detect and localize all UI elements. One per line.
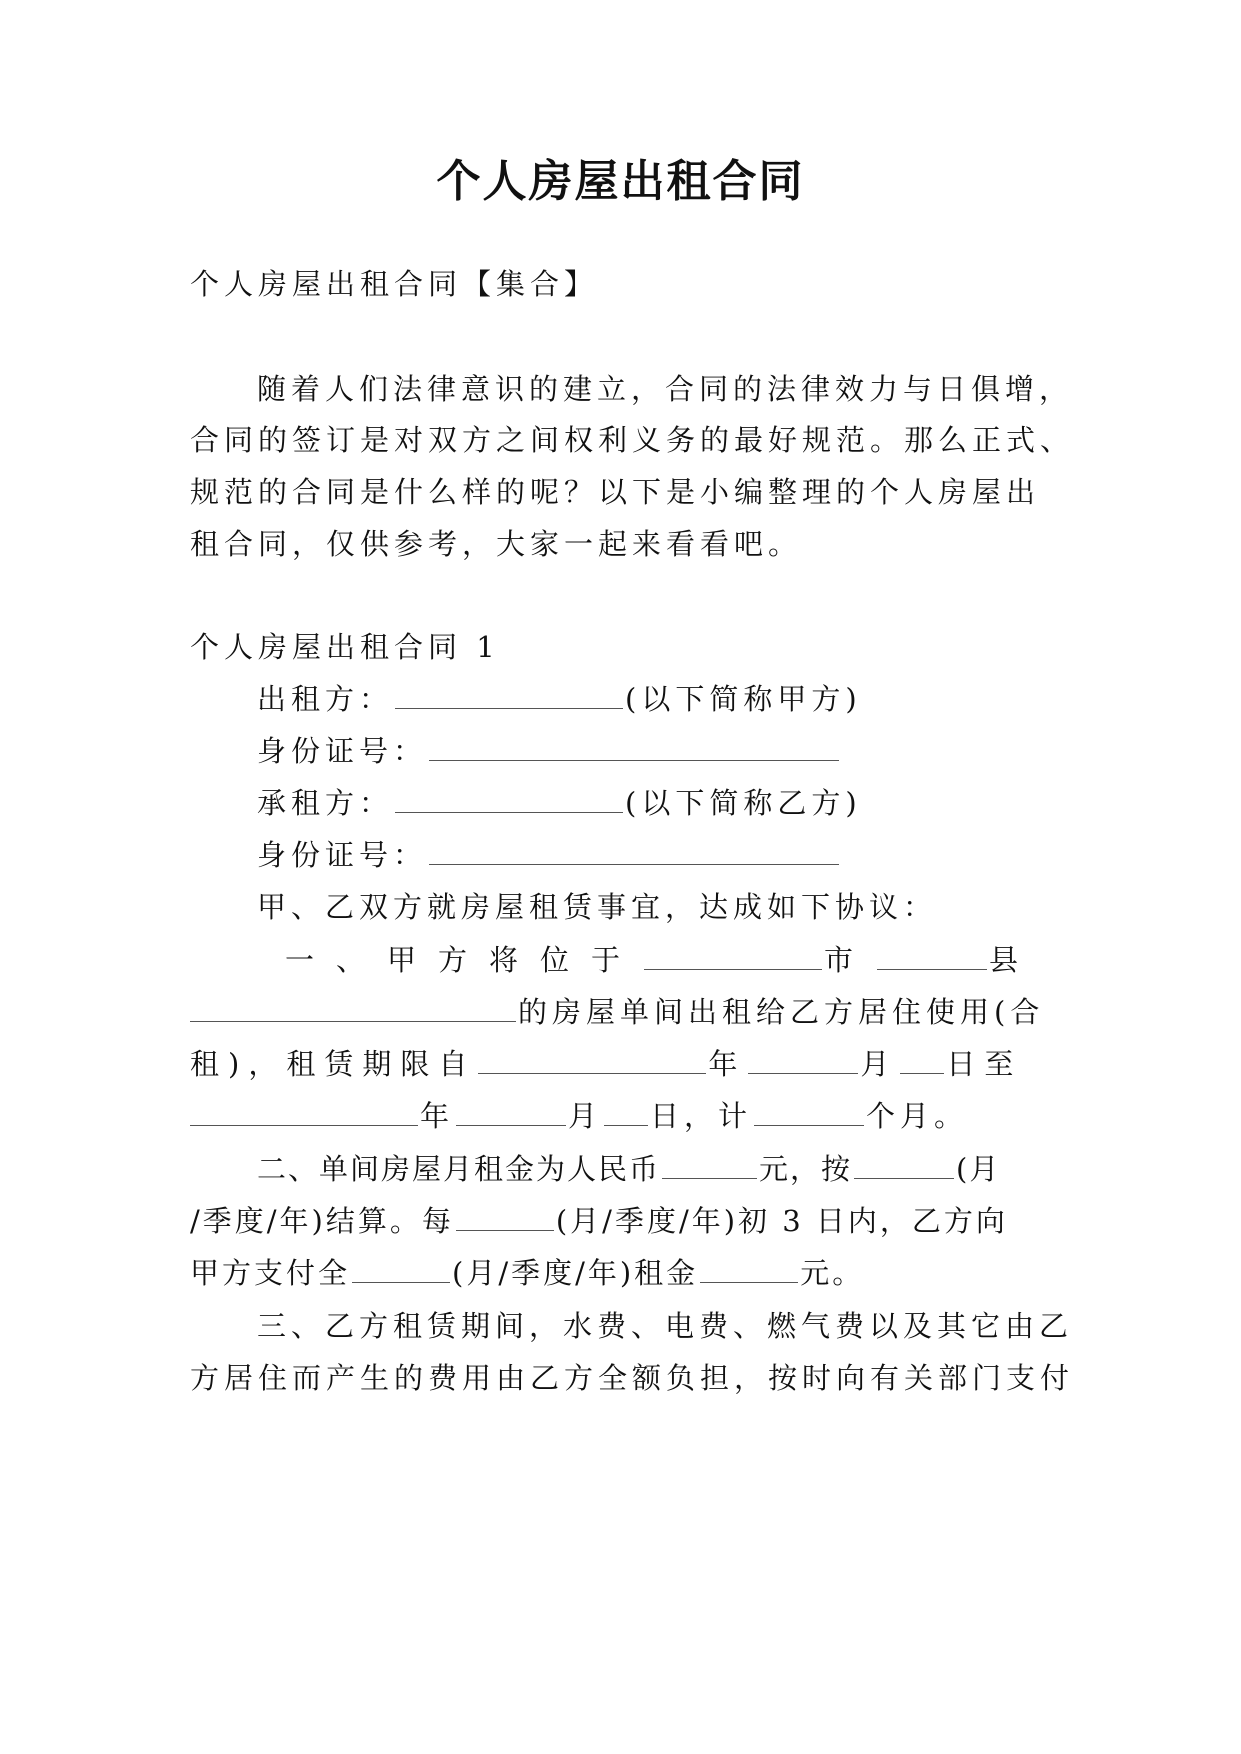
clause1-text-l4c: 日，计 <box>650 1099 753 1133</box>
lessee-suffix: (以下简称乙方) <box>625 786 862 820</box>
clause2-text-b: 元，按 <box>759 1152 853 1186</box>
start-month-field <box>748 1039 858 1074</box>
clause2-text-a: 二、单间房屋月租金为人民币 <box>257 1152 661 1186</box>
clause1-line-3 <box>190 1035 1090 1093</box>
clause1-text-l2: 的房屋单间出租给乙方居住使用(合 <box>518 995 1045 1029</box>
intro-line-3: 规范的合同是什么样的呢？以下是小编整理的个人房屋出 <box>190 475 1041 509</box>
rent-amount-field <box>662 1144 757 1179</box>
clause1-text-l3b: 年 <box>708 1047 747 1081</box>
clause2-line-1 <box>257 1140 1157 1198</box>
contract-heading: 个人房屋出租合同 1 <box>190 630 500 664</box>
intro-line-2: 合同的签订是对双方之间权利义务的最好规范。那么正式、 <box>190 423 1075 457</box>
clause3-line-1: 三、乙方租赁期间，水费、电费、燃气费以及其它由乙 <box>257 1309 1074 1343</box>
payment-period-field <box>456 1196 554 1231</box>
clause1-line-4 <box>190 1087 1090 1145</box>
clause1-text-l3c: 月 <box>860 1047 899 1081</box>
clause1-line-2 <box>190 983 1090 1041</box>
total-rent-field <box>700 1248 798 1283</box>
clause2-text-c: (月 <box>956 1152 1001 1186</box>
agreement-line: 甲、乙双方就房屋租赁事宜，达成如下协议： <box>257 890 938 924</box>
lessor-suffix: (以下简称甲方) <box>625 682 862 716</box>
payment-cycle-field <box>854 1144 954 1179</box>
intro-line-1: 随着人们法律意识的建立，合同的法律效力与日俱增， <box>257 372 1074 406</box>
full-period-field <box>352 1248 450 1283</box>
clause1-text-b: 市 <box>824 943 876 977</box>
county-field <box>877 935 987 970</box>
lessee-label: 承租方： <box>257 786 394 820</box>
clause2-text-l3b: (月/季度/年)租金 <box>452 1256 699 1290</box>
start-year-field <box>478 1039 706 1074</box>
clause1-line-1 <box>285 931 1185 989</box>
id-label: 身份证号： <box>257 734 428 768</box>
lessor-name-field <box>395 674 623 709</box>
end-month-field <box>456 1091 566 1126</box>
clause1-text-l4a: 年 <box>420 1099 455 1133</box>
address-field <box>190 987 516 1022</box>
clause3-line-2: 方居住而产生的费用由乙方全额负担，按时向有关部门支付 <box>190 1361 1075 1395</box>
document-subtitle: 个人房屋出租合同【集合】 <box>190 267 599 301</box>
lessor-id-row <box>257 722 1157 780</box>
clause2-text-l3a: 甲方支付全 <box>190 1256 351 1290</box>
city-field <box>644 935 822 970</box>
document-title: 个人房屋出租合同 <box>436 156 805 207</box>
start-day-field <box>900 1039 944 1074</box>
lessee-id-row <box>257 826 1157 884</box>
clause1-text-l3a: 租)，租赁期限自 <box>190 1047 477 1081</box>
clause1-text-l3d: 日至 <box>946 1047 1023 1081</box>
end-year-field <box>190 1091 418 1126</box>
clause1-text-c: 县 <box>989 943 1041 977</box>
lessee-id-field <box>429 830 839 865</box>
lessor-label: 出租方： <box>257 682 394 716</box>
clause2-text-l3c: 元。 <box>800 1256 865 1290</box>
lessee-name-field <box>395 778 623 813</box>
term-months-field <box>754 1091 864 1126</box>
clause1-text-l4d: 个月。 <box>866 1099 969 1133</box>
clause1-text-a: 一、甲方将位于 <box>285 943 643 977</box>
lessee-row <box>257 774 1157 832</box>
intro-line-4: 租合同，仅供参考，大家一起来看看吧。 <box>190 527 803 561</box>
clause2-line-2 <box>190 1192 1090 1250</box>
clause2-line-3 <box>190 1244 1090 1302</box>
lessor-row <box>257 670 1157 728</box>
clause1-text-l4b: 月 <box>568 1099 603 1133</box>
end-day-field <box>604 1091 648 1126</box>
clause2-text-l2a: /季度/年)结算。每 <box>190 1204 454 1238</box>
id-label-2: 身份证号： <box>257 838 428 872</box>
clause2-text-l2b: (月/季度/年)初 3 日内，乙方向 <box>555 1204 1008 1238</box>
lessor-id-field <box>429 726 839 761</box>
